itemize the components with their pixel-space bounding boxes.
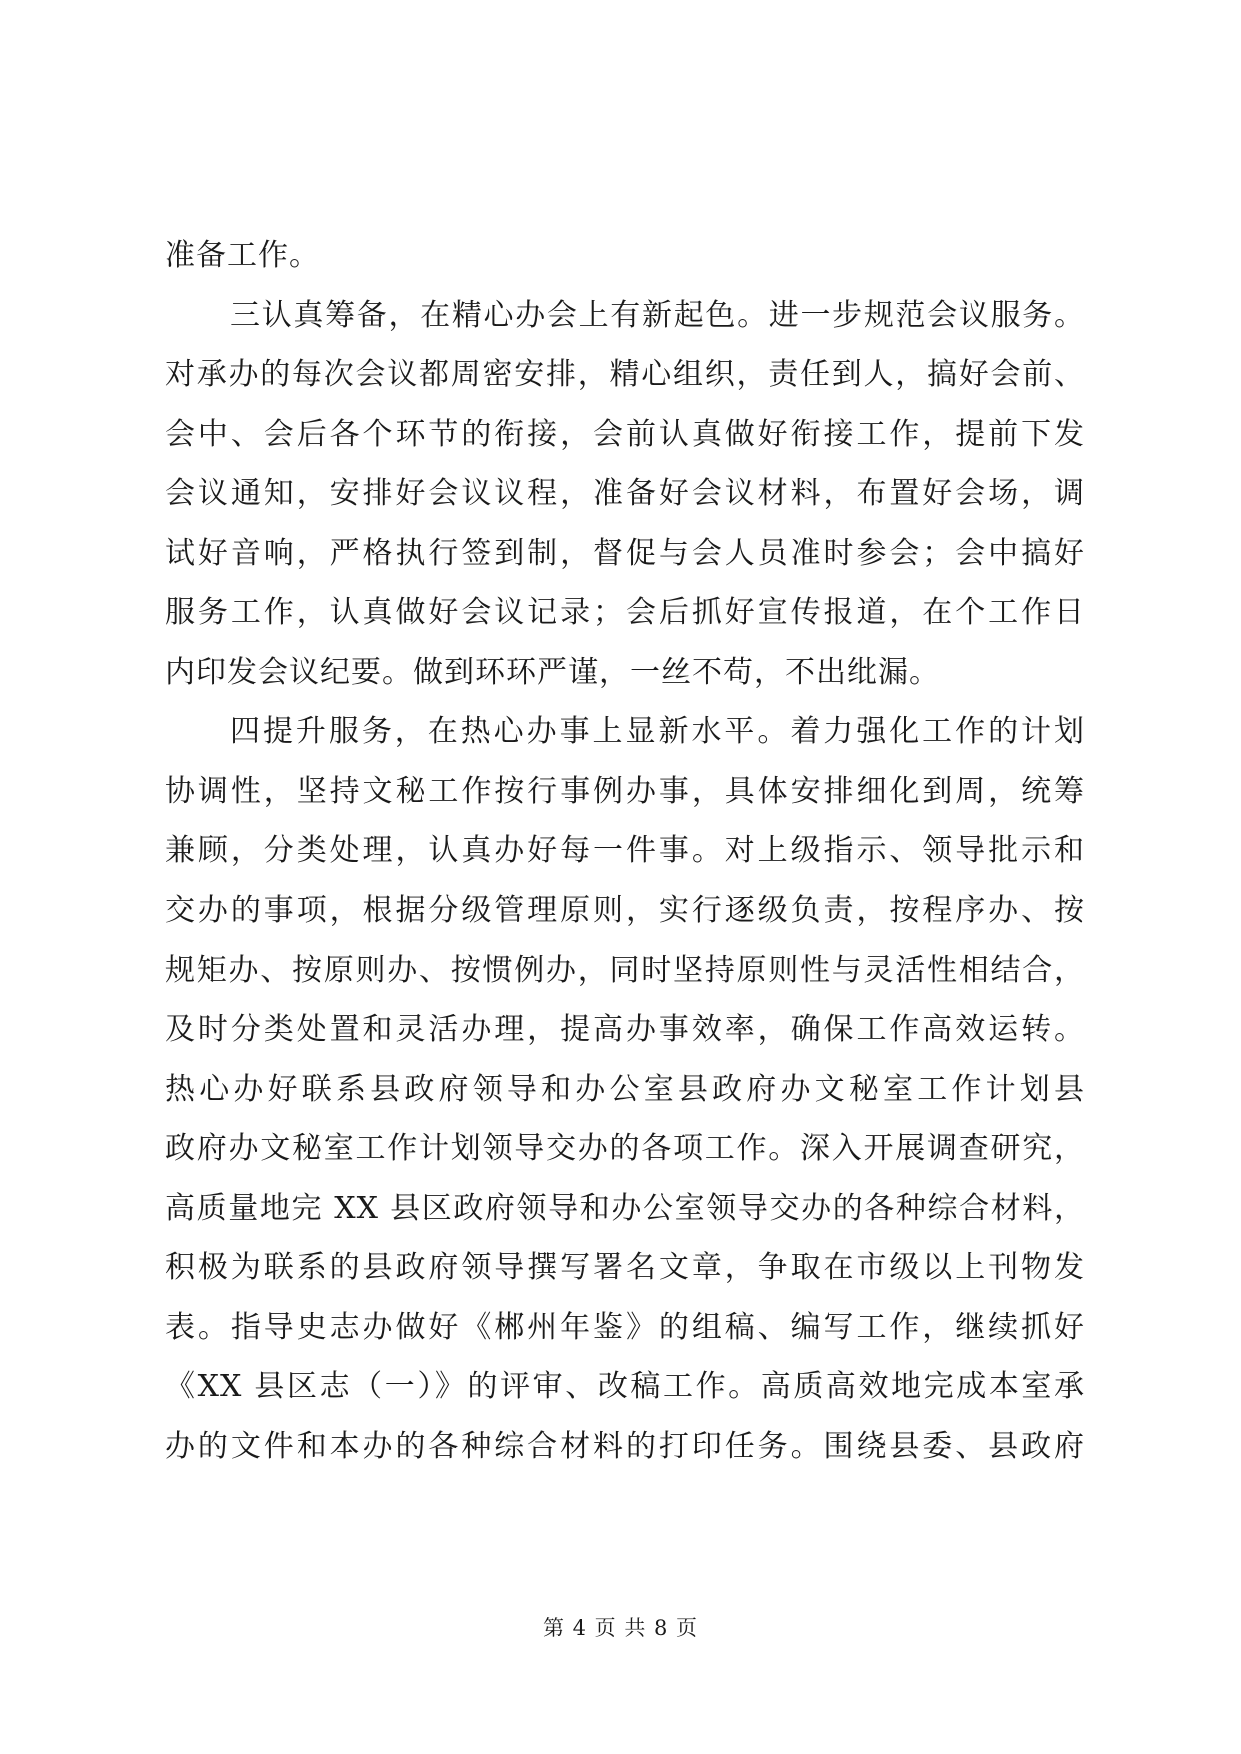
text-line: 会议通知，安排好会议议程，准备好会议材料，布置好会场，调 (165, 476, 1085, 512)
text-line: 积极为联系的县政府领导撰写署名文章，争取在市级以上刊物发 (165, 1250, 1085, 1286)
text-line: 《XX 县区志（一）》的评审、改稿工作。高质高效地完成本室承 (165, 1369, 1085, 1405)
text-line: 试好音响，严格执行签到制，督促与会人员准时参会；会中搞好 (165, 535, 1085, 571)
text-line: 对承办的每次会议都周密安排，精心组织，责任到人，搞好会前、 (165, 357, 1085, 393)
page-number-footer: 第 4 页 共 8 页 (542, 1616, 699, 1640)
text-line: 准备工作。 (165, 238, 320, 273)
text-line: 规矩办、按原则办、按惯例办，同时坚持原则性与灵活性相结合， (165, 952, 1085, 988)
text-line: 协调性，坚持文秘工作按行事例办事，具体安排细化到周，统筹 (165, 773, 1085, 809)
paragraph-heading-line: 四提升服务，在热心办事上显新水平。着力强化工作的计划 (230, 714, 1085, 750)
body-text (165, 226, 1085, 1476)
text-line: 兼顾，分类处理，认真办好每一件事。对上级指示、领导批示和 (165, 833, 1085, 869)
text-line: 高质量地完 XX 县区政府领导和办公室领导交办的各种综合材料， (165, 1190, 1085, 1226)
text-line: 政府办文秘室工作计划领导交办的各项工作。深入开展调查研究， (165, 1131, 1085, 1167)
text-line: 内印发会议纪要。做到环环严谨，一丝不苟，不出纰漏。 (165, 654, 940, 690)
text-line: 办的文件和本办的各种综合材料的打印任务。围绕县委、县政府 (165, 1428, 1085, 1464)
text-line: 表。指导史志办做好《郴州年鉴》的组稿、编写工作，继续抓好 (165, 1309, 1085, 1345)
text-line: 会中、会后各个环节的衔接，会前认真做好衔接工作，提前下发 (165, 416, 1085, 452)
paragraph-heading-line: 三认真筹备，在精心办会上有新起色。进一步规范会议服务。 (230, 297, 1085, 333)
text-line: 服务工作，认真做好会议记录；会后抓好宣传报道，在个工作日 (165, 595, 1085, 631)
text-line: 热心办好联系县政府领导和办公室县政府办文秘室工作计划县 (165, 1071, 1085, 1107)
text-line: 及时分类处置和灵活办理，提高办事效率，确保工作高效运转。 (165, 1012, 1085, 1048)
text-line: 交办的事项，根据分级管理原则，实行逐级负责，按程序办、按 (165, 893, 1085, 929)
